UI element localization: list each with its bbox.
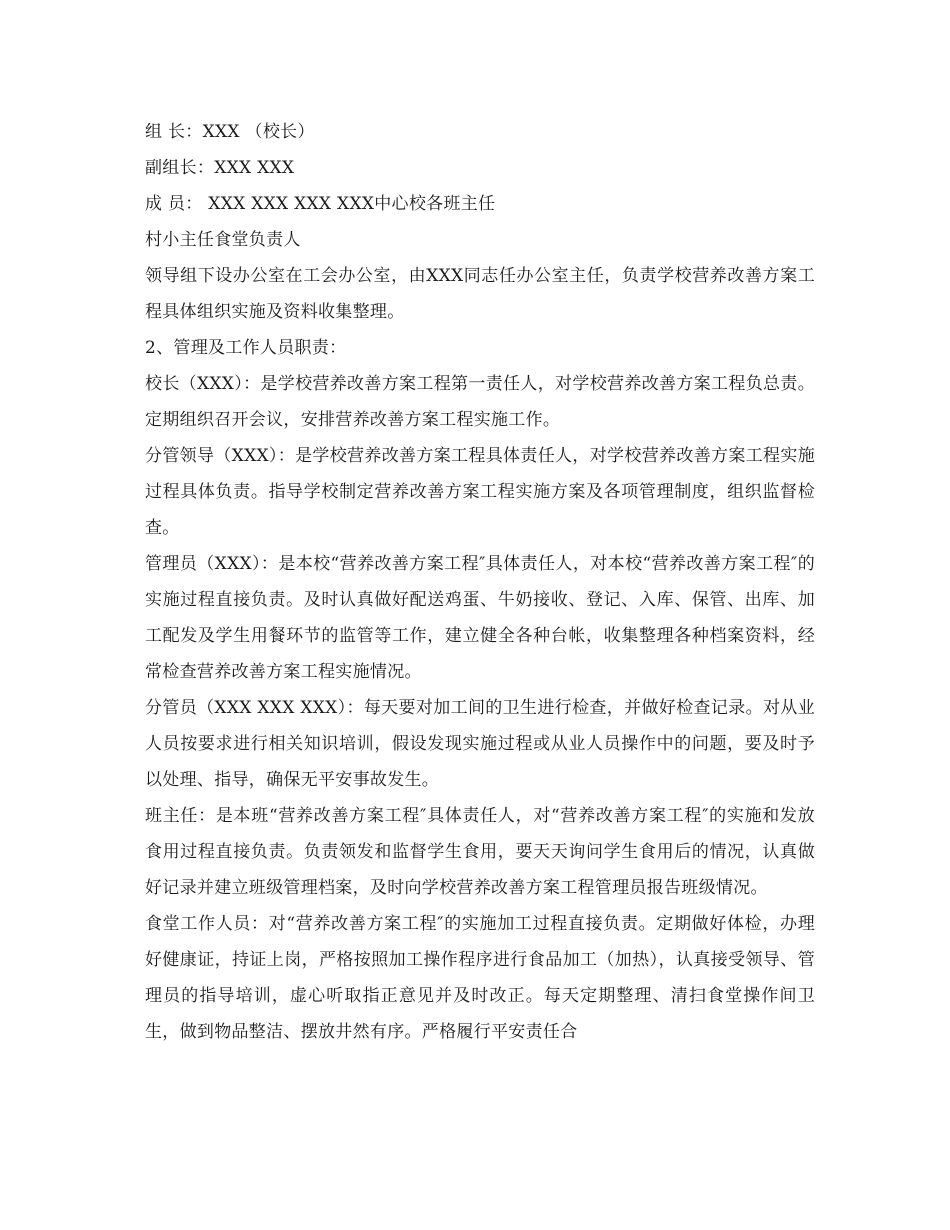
canteen-staff-paragraph: 食堂工作人员：对“营养改善方案工程″的实施加工过程直接负责。定期做好体检，办理好健康证，持证上岗，严格按照加工操作程序进行食品加工（加热），认真接受领导、管理员的指导培训，虚心听取指正意见并及时改正。每天定期整理、清扫食堂操作间卫生，做到物品整洁、摆放井然有序。严格履行平安责任合 <box>145 914 815 1042</box>
document-body <box>145 114 815 1050</box>
class-teacher-paragraph: 班主任：是本班“营养改善方案工程″具体责任人，对“营养改善方案工程″的实施和发放食用过程直接负责。负责领发和监督学生食用，要天天询问学生食用后的情况，认真做好记录并建立班级管理档案，及时向学校营养改善方案工程管理员报告班级情况。 <box>145 806 815 898</box>
supervising-leader-paragraph: 分管领导（XXX）：是学校营养改善方案工程具体责任人，对学校营养改善方案工程实施过程具体负责。指导学校制定营养改善方案工程实施方案及各项管理制度，组织监督检查。 <box>145 446 815 538</box>
members-continued-line: 村小主任食堂负责人 <box>145 230 301 250</box>
section-heading-duties: 2、管理及工作人员职责： <box>145 338 347 358</box>
principal-duties-paragraph: 校长（XXX）：是学校营养改善方案工程第一责任人，对学校营养改善方案工程负总责。定期组织召开会议，安排营养改善方案工程实施工作。 <box>145 374 815 430</box>
inspectors-paragraph: 分管员（XXX XXX XXX）：每天要对加工间的卫生进行检查，并做好检查记录。对从业人员按要求进行相关知识培训，假设发现实施过程或从业人员操作中的问题，要及时予以处理、指导，确保无平安事故发生。 <box>145 698 815 790</box>
administrator-paragraph: 管理员（XXX）：是本校“营养改善方案工程″具体责任人，对本校“营养改善方案工程″的实施过程直接负责。及时认真做好配送鸡蛋、牛奶接收、登记、入库、保管、出库、加工配发及学生用餐环节的监管等工作，建立健全各种台帐，收集整理各种档案资料，经常检查营养改善方案工程实施情况。 <box>145 554 815 682</box>
team-leader-line: 组 长：XXX （校长） <box>145 122 315 142</box>
office-paragraph: 领导组下设办公室在工会办公室，由XXX同志任办公室主任，负责学校营养改善方案工程具体组织实施及资料收集整理。 <box>145 266 815 322</box>
members-line: 成 员： XXX XXX XXX XXX中心校各班主任 <box>145 194 496 214</box>
deputy-leader-line: 副组长：XXX XXX <box>145 158 295 178</box>
